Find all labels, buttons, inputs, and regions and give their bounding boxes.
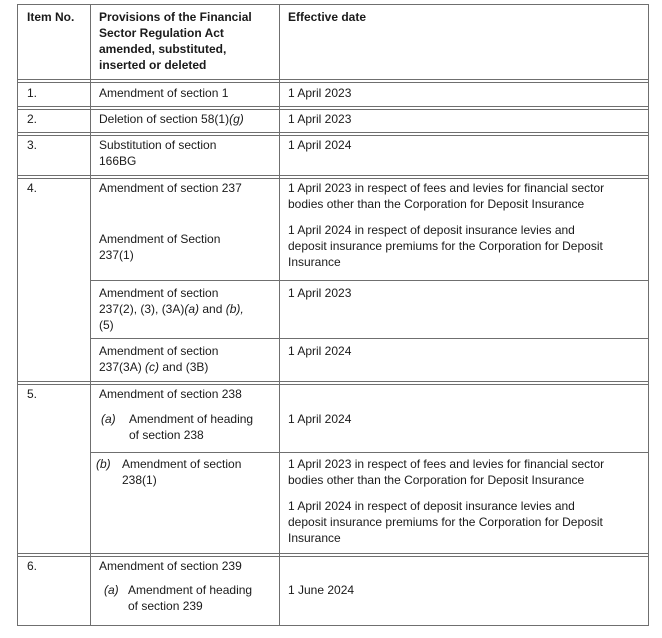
provision-line — [99, 301, 244, 317]
provision-text-part: and — [199, 302, 226, 316]
table-border-left — [17, 4, 18, 626]
provision-title: Amendment of section 238 — [99, 387, 242, 401]
subrow-divider — [90, 338, 649, 339]
header-provisions-line: amended, substituted, — [99, 42, 227, 56]
sub-item-label — [101, 411, 116, 427]
header-effective-date: Effective date — [288, 10, 367, 24]
effective-date: 1 April 2023 — [288, 112, 352, 126]
provision-line: 237(1) — [99, 248, 134, 262]
provision-text-italic: (a) — [184, 302, 200, 316]
column-divider-1 — [90, 4, 91, 626]
effective-date-line: deposit insurance premiums for the Corporation for Deposit — [288, 239, 603, 253]
effective-date-line: Insurance — [288, 531, 341, 545]
sub-item-label — [96, 456, 111, 472]
row-divider — [17, 175, 649, 179]
provision-line: Amendment of section — [122, 457, 242, 471]
sub-item-label — [104, 582, 119, 598]
provision-text — [122, 456, 241, 488]
row-divider — [17, 106, 649, 110]
provision-line: of section 239 — [128, 599, 203, 613]
provision-text: Amendment of section 237 — [99, 181, 242, 195]
header-item-no: Item No. — [27, 10, 75, 24]
provision-text — [99, 137, 216, 169]
effective-date-line: bodies other than the Corporation for Deposit Insurance — [288, 473, 585, 487]
item-number: 4. — [27, 181, 38, 195]
provision-text — [99, 285, 244, 333]
item-number: 3. — [27, 138, 38, 152]
effective-date: 1 June 2024 — [288, 583, 355, 597]
provision-line: Amendment of section — [99, 344, 219, 358]
header-provisions-line: Provisions of the Financial — [99, 10, 252, 24]
provision-text — [99, 111, 244, 127]
provision-text: Amendment of section 1 — [99, 86, 229, 100]
effective-date — [288, 498, 603, 546]
effective-date-line: 1 April 2024 in respect of deposit insurance levies and — [288, 223, 575, 237]
provision-line: Amendment of Section — [99, 232, 221, 246]
provision-text — [99, 231, 220, 263]
provision-line — [99, 359, 218, 375]
provision-text-italic: (c) — [145, 360, 160, 374]
item-number: 5. — [27, 387, 38, 401]
effective-date-line: deposit insurance premiums for the Corporation for Deposit — [288, 515, 603, 529]
provision-text-italic: (b), — [225, 302, 244, 316]
item-number: 1. — [27, 86, 38, 100]
effective-date: 1 April 2023 — [288, 86, 352, 100]
effective-date-line: 1 April 2023 in respect of fees and levies for financial sector — [288, 181, 605, 195]
subrow-divider — [90, 452, 649, 453]
effective-date: 1 April 2024 — [288, 138, 352, 152]
provision-text-part: Deletion of section 58(1) — [99, 112, 230, 126]
row-divider — [17, 132, 649, 136]
effective-date — [288, 456, 604, 488]
table-border-right — [648, 4, 649, 626]
effective-date-line: Insurance — [288, 255, 341, 269]
effective-date — [288, 222, 603, 270]
effective-date-line: 1 April 2024 in respect of deposit insurance levies and — [288, 499, 575, 513]
provision-line: Amendment of heading — [129, 412, 254, 426]
header-provisions — [99, 9, 252, 73]
provision-line: Substitution of section — [99, 138, 217, 152]
table-border-top — [17, 4, 649, 5]
provision-line: 166BG — [99, 154, 137, 168]
subrow-divider — [90, 280, 649, 281]
sub-item-label-text: (a) — [104, 583, 119, 597]
effective-date — [288, 180, 604, 212]
provision-text-italic: (g) — [229, 112, 244, 126]
provision-line: (5) — [99, 318, 114, 332]
provision-text-part: 237(2), (3), (3A) — [99, 302, 185, 316]
header-divider — [17, 79, 649, 83]
row-divider — [17, 553, 649, 557]
effective-date: 1 April 2023 — [288, 286, 352, 300]
provision-text — [129, 411, 253, 443]
header-provisions-line: inserted or deleted — [99, 58, 207, 72]
sub-item-label-text: (a) — [101, 412, 116, 426]
effective-date: 1 April 2024 — [288, 344, 352, 358]
effective-date: 1 April 2024 — [288, 412, 352, 426]
item-number: 6. — [27, 559, 38, 573]
provision-text — [128, 582, 252, 614]
provision-text — [99, 343, 218, 375]
header-provisions-line: Sector Regulation Act — [99, 26, 224, 40]
provision-text-part: 237(3A) — [99, 360, 146, 374]
item-number: 2. — [27, 112, 38, 126]
provision-line: of section 238 — [129, 428, 204, 442]
effective-date-line: 1 April 2023 in respect of fees and levies for financial sector — [288, 457, 605, 471]
provision-line: Amendment of section — [99, 286, 219, 300]
row-divider — [17, 381, 649, 385]
provision-text-part: and (3B) — [159, 360, 209, 374]
table-border-bottom — [17, 625, 649, 626]
column-divider-2 — [279, 4, 280, 626]
sub-item-label-text: (b) — [96, 457, 111, 471]
effective-date-line: bodies other than the Corporation for Deposit Insurance — [288, 197, 585, 211]
provision-line: 238(1) — [122, 473, 157, 487]
provision-title: Amendment of section 239 — [99, 559, 242, 573]
provision-line: Amendment of heading — [128, 583, 253, 597]
